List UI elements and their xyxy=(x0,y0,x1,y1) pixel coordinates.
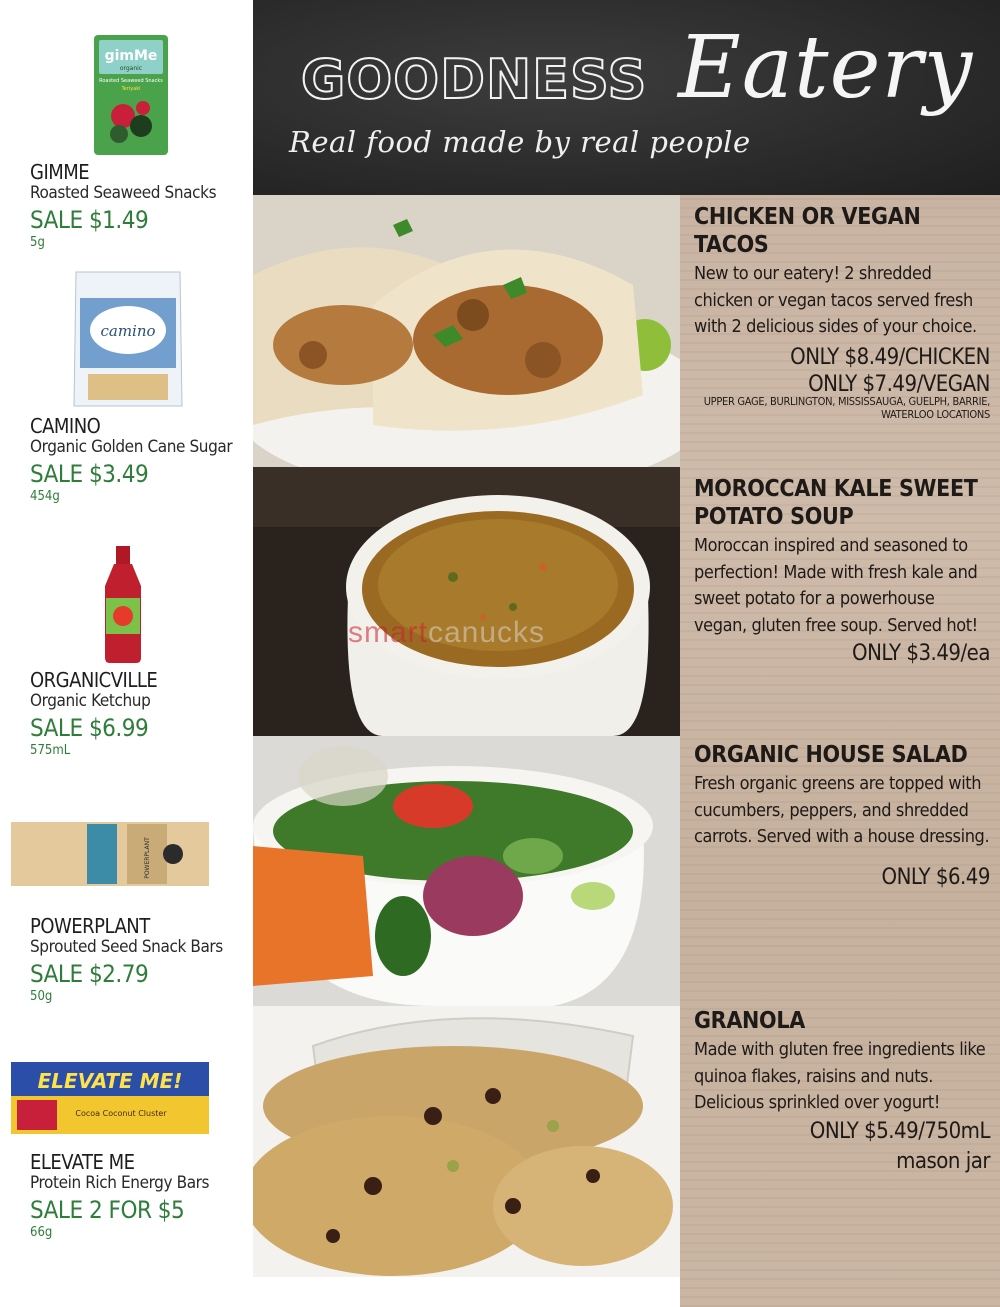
granola-photo xyxy=(253,1006,680,1277)
product-description: Sprouted Seed Snack Bars xyxy=(30,937,223,957)
menu-item-tacos[interactable] xyxy=(694,203,990,421)
product-size: 5g xyxy=(30,235,45,250)
product-price: SALE $6.99 xyxy=(30,714,149,742)
header-title-goodness: GOODNESS xyxy=(301,48,648,111)
product-size: 575mL xyxy=(30,743,71,758)
powerplant-bar-image xyxy=(11,818,209,888)
product-brand: POWERPLANT xyxy=(30,914,150,938)
menu-item-price: ONLY $6.49 xyxy=(881,864,990,890)
goodness-eatery-header xyxy=(253,0,1000,195)
menu-item-price-unit: mason jar xyxy=(896,1148,990,1174)
menu-item-description: Made with gluten free ingredients like quinoa flakes, raisins and nuts. Delicious sprinkled over yogurt! xyxy=(694,1039,986,1113)
menu-item-price-chicken: ONLY $8.49/CHICKEN xyxy=(790,344,990,370)
product-size: 454g xyxy=(30,489,60,504)
menu-item-title: MOROCCAN KALE SWEET POTATO SOUP xyxy=(694,476,978,530)
product-price: SALE 2 FOR $5 xyxy=(30,1196,185,1224)
product-sidebar xyxy=(0,0,253,1307)
product-camino[interactable] xyxy=(30,268,245,504)
svg-text:Teriyaki: Teriyaki xyxy=(120,86,141,92)
salad-photo xyxy=(253,736,680,1006)
svg-text:organic: organic xyxy=(119,65,142,72)
menu-item-salad[interactable] xyxy=(694,741,990,893)
product-gimme[interactable] xyxy=(30,34,245,250)
product-description: Protein Rich Energy Bars xyxy=(30,1173,210,1193)
header-title-eatery: Eatery xyxy=(678,18,974,118)
watermark-part-b: canucks xyxy=(428,616,546,649)
product-brand: ELEVATE ME xyxy=(30,1150,135,1174)
product-brand: CAMINO xyxy=(30,414,101,438)
svg-text:Cocoa Coconut Cluster: Cocoa Coconut Cluster xyxy=(74,1109,167,1118)
elevate-me-bar-image xyxy=(11,1060,209,1136)
ketchup-bottle-image xyxy=(97,546,149,664)
svg-text:gimMe: gimMe xyxy=(104,48,157,64)
product-price: SALE $1.49 xyxy=(30,206,149,234)
menu-item-soup[interactable] xyxy=(694,475,990,669)
product-brand: ORGANICVILLE xyxy=(30,668,158,692)
product-organicville[interactable] xyxy=(30,546,245,758)
menu-item-description: New to our eatery! 2 shredded chicken or vegan tacos served fresh with 2 delicious sides of your choice. xyxy=(694,263,977,337)
svg-text:camino: camino xyxy=(99,322,156,340)
product-elevate-me[interactable] xyxy=(30,1060,245,1240)
menu-item-title: ORGANIC HOUSE SALAD xyxy=(694,742,968,768)
menu-item-locations-note: UPPER GAGE, BURLINGTON, MISSISSAUGA, GUELPH, BARRIE, WATERLOO LOCATIONS xyxy=(703,394,990,421)
soup-photo xyxy=(253,467,680,736)
smartcanucks-watermark xyxy=(348,616,545,650)
menu-item-title: CHICKEN OR VEGAN TACOS xyxy=(694,204,921,258)
product-brand: GIMME xyxy=(30,160,90,184)
menu-item-price: ONLY $5.49/750mL xyxy=(809,1118,990,1144)
eatery-menu-panel xyxy=(680,195,1000,1307)
tacos-photo xyxy=(253,195,680,467)
menu-item-granola[interactable] xyxy=(694,1007,990,1177)
svg-text:POWERPLANT: POWERPLANT xyxy=(143,837,151,879)
header-tagline: Real food made by real people xyxy=(289,125,751,159)
menu-item-price-vegan: ONLY $7.49/VEGAN xyxy=(808,371,990,397)
watermark-part-a: smart xyxy=(348,616,428,649)
menu-item-description: Moroccan inspired and seasoned to perfection! Made with fresh kale and sweet potato for a powerhouse vegan, gluten free soup. Served hot! xyxy=(694,535,978,636)
product-price: SALE $2.79 xyxy=(30,960,149,988)
menu-item-description: Fresh organic greens are topped with cucumbers, peppers, and shredded carrots. Served with a house dressing. xyxy=(694,773,990,847)
product-powerplant[interactable] xyxy=(30,818,245,1004)
svg-text:ELEVATE ME!: ELEVATE ME! xyxy=(37,1069,182,1093)
product-description: Organic Ketchup xyxy=(30,691,151,711)
menu-item-title: GRANOLA xyxy=(694,1008,805,1034)
product-description: Roasted Seaweed Snacks xyxy=(30,183,217,203)
product-description: Organic Golden Cane Sugar xyxy=(30,437,233,457)
product-price: SALE $3.49 xyxy=(30,460,149,488)
gimme-package-image xyxy=(93,34,169,156)
product-size: 50g xyxy=(30,989,53,1004)
product-size: 66g xyxy=(30,1225,53,1240)
svg-text:Roasted Seaweed Snacks: Roasted Seaweed Snacks xyxy=(98,78,163,84)
camino-package-image xyxy=(68,268,188,410)
menu-item-price: ONLY $3.49/ea xyxy=(852,641,990,666)
